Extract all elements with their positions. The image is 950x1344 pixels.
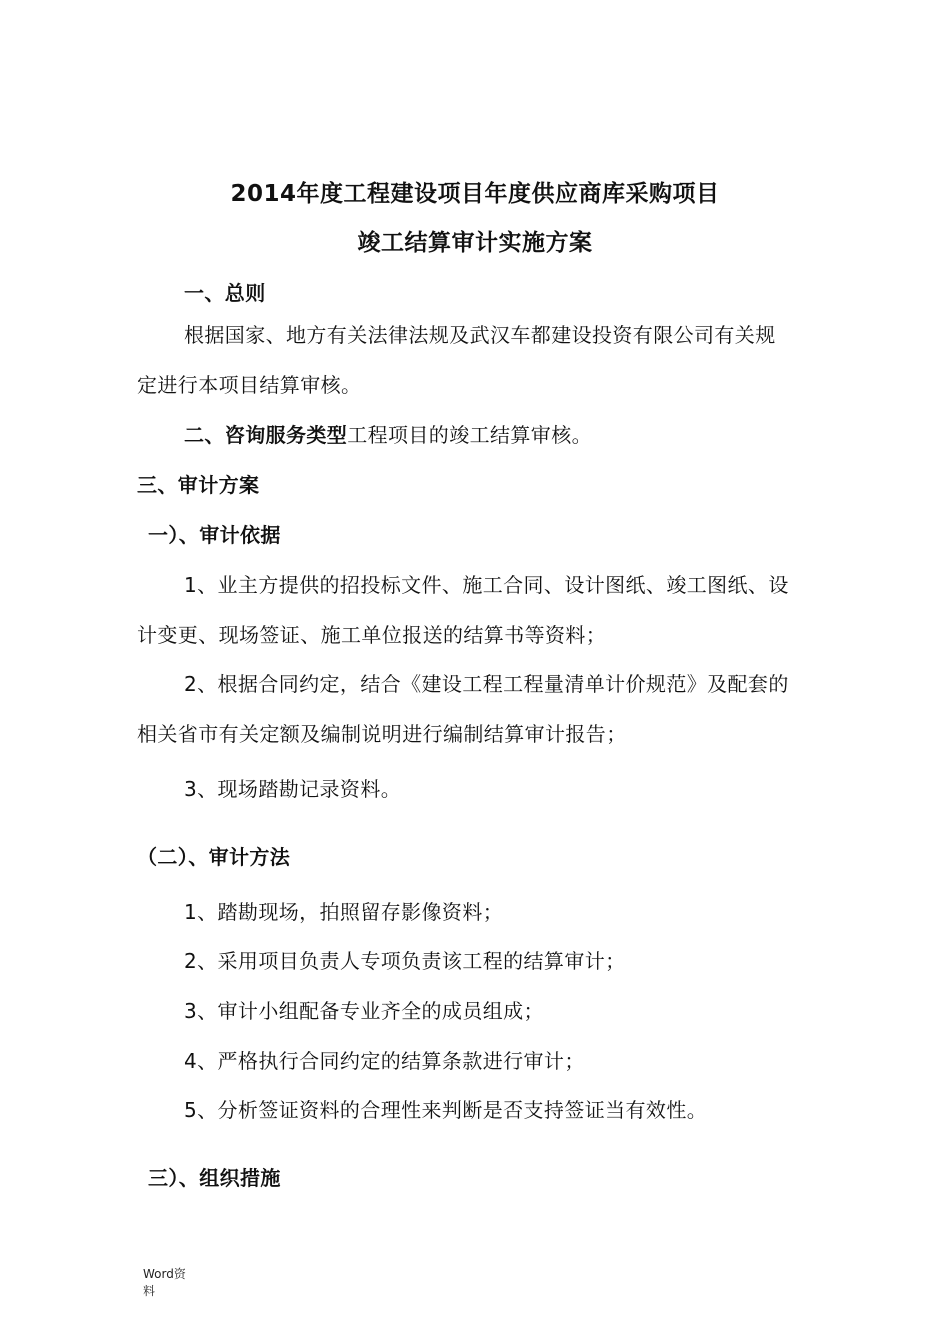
sub2-item-1: 1、踏勘现场，拍照留存影像资料； bbox=[184, 900, 504, 924]
section2-text: 工程项目的竣工结算审核。 bbox=[347, 423, 593, 447]
sub1-item1-line2: 计变更、现场签证、施工单位报送的结算书等资料； bbox=[137, 623, 607, 647]
sub1-heading: 一）、审计依据 bbox=[148, 523, 281, 547]
sub2-item-3: 3、审计小组配备专业齐全的成员组成； bbox=[184, 999, 544, 1023]
footer-line1: Word资 bbox=[143, 1267, 186, 1281]
sub1-item2-line2: 相关省市有关定额及编制说明进行编制结算审计报告； bbox=[137, 722, 627, 746]
section1-paragraph-line2: 定进行本项目结算审核。 bbox=[137, 373, 362, 397]
sub2-item-4: 4、严格执行合同约定的结算条款进行审计； bbox=[184, 1049, 585, 1073]
sub2-heading: （二）、审计方法 bbox=[137, 845, 291, 869]
section2-line bbox=[184, 423, 592, 447]
sub3-heading: 三）、组织措施 bbox=[148, 1166, 281, 1190]
document-title-line2: 竣工结算审计实施方案 bbox=[357, 230, 593, 256]
sub2-item-5: 5、分析签证资料的合理性来判断是否支持签证当有效性。 bbox=[184, 1098, 708, 1122]
section1-heading: 一、总则 bbox=[184, 281, 266, 305]
sub1-item2-line1: 2、根据合同约定，结合《建设工程工程量清单计价规范》及配套的 bbox=[184, 672, 789, 696]
sub2-item-2: 2、采用项目负责人专项负责该工程的结算审计； bbox=[184, 949, 626, 973]
page-footer bbox=[143, 1266, 203, 1300]
section1-paragraph-line1: 根据国家、地方有关法律法规及武汉车都建设投资有限公司有关规 bbox=[184, 323, 776, 347]
sub1-item3: 3、现场踏勘记录资料。 bbox=[184, 777, 402, 801]
section2-heading: 二、咨询服务类型 bbox=[184, 423, 348, 447]
section3-heading: 三、审计方案 bbox=[137, 473, 260, 497]
footer-line2: 料 bbox=[143, 1284, 156, 1298]
document-title-line1: 2014年度工程建设项目年度供应商库采购项目 bbox=[230, 181, 720, 207]
sub1-item1-line1: 1、业主方提供的招投标文件、施工合同、设计图纸、竣工图纸、设 bbox=[184, 573, 789, 597]
